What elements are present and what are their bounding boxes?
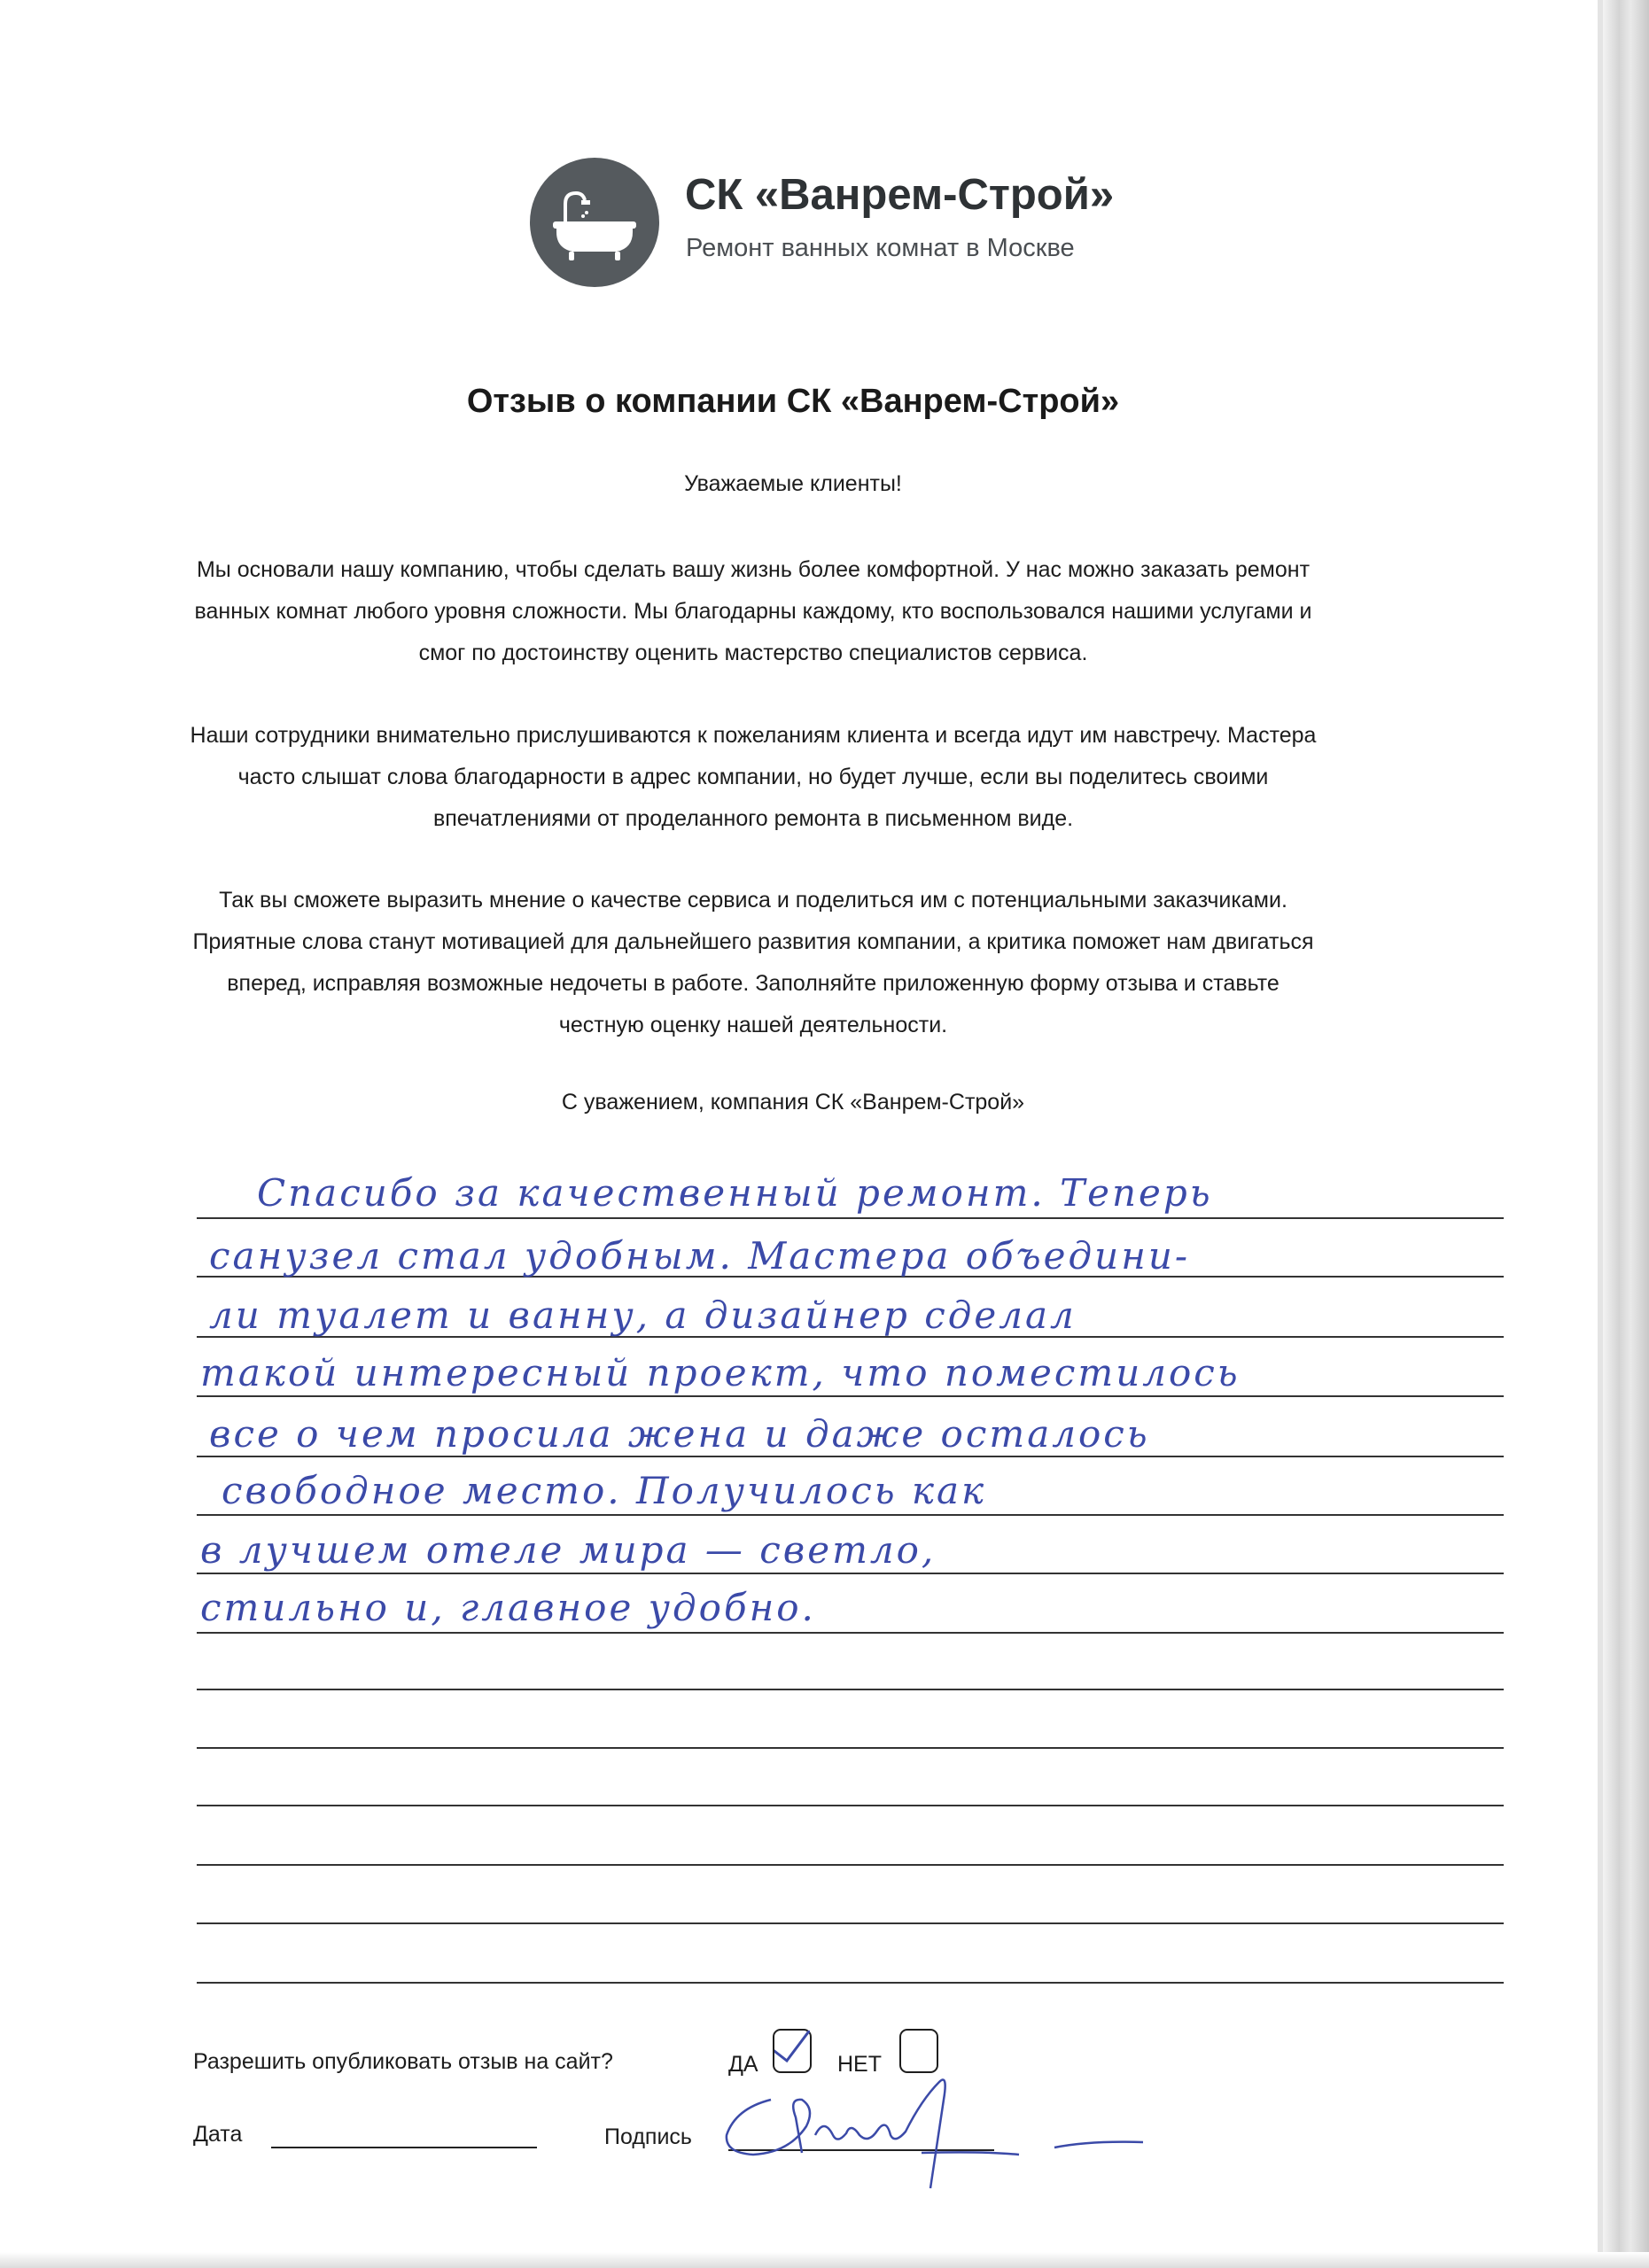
writing-line xyxy=(197,1336,1504,1338)
writing-line xyxy=(197,1747,1504,1749)
writing-line xyxy=(197,1632,1504,1634)
writing-line xyxy=(197,1276,1504,1278)
date-field[interactable] xyxy=(271,2147,537,2148)
writing-line xyxy=(197,1456,1504,1457)
review-line: все о чем просила жена и даже осталось xyxy=(209,1412,1150,1456)
intro-paragraph-3: Так вы сможете выразить мнение о качестве сервиса и поделиться им с потенциальными заказчиками. Приятные слова станут мотивацией для дальнейшего развития компании, а критика поможет нам двигаться вперед, исправляя возможные недочеты в работе. Заполняйте приложенную форму отзыва и ставьте честную оценку нашей деятельности. xyxy=(192,888,1314,1037)
writing-line xyxy=(197,1689,1504,1690)
review-line: в лучшем отеле мира — светло, xyxy=(200,1528,937,1572)
review-line: стильно и, главное удобно. xyxy=(200,1586,816,1629)
yes-label: ДА xyxy=(728,2052,758,2077)
review-line: Спасибо за качественный ремонт. Теперь xyxy=(257,1171,1213,1215)
writing-line xyxy=(197,1805,1504,1806)
writing-line xyxy=(197,1573,1504,1574)
review-line: ли туалет и ванну, а дизайнер сделал xyxy=(209,1293,1077,1337)
intro-paragraph-2: Наши сотрудники внимательно прислушиваются к пожеланиям клиента и всегда идут им навстречу. Мастера часто слышат слова благодарности в адрес компании, но будет лучше, если вы поделитесь своими впечатлениями от проделанного ремонта в письменном виде. xyxy=(190,723,1317,831)
page-title: Отзыв о компании СК «Ванрем-Строй» xyxy=(466,383,1120,420)
closing-line: С уважением, компания СК «Ванрем-Строй» xyxy=(561,1090,1025,1115)
date-label: Дата xyxy=(193,2122,243,2147)
writing-line xyxy=(197,1395,1504,1397)
review-line: свободное место. Получилось как xyxy=(222,1469,987,1512)
company-logo xyxy=(530,158,1168,291)
greeting: Уважаемые клиенты! xyxy=(684,471,902,496)
writing-line xyxy=(197,1514,1504,1516)
writing-line xyxy=(197,1864,1504,1866)
review-line: санузел стал удобным. Мастера объедини- xyxy=(209,1234,1191,1278)
company-tagline: Ремонт ванных комнат в Москве xyxy=(686,234,1075,262)
company-name: СК «Ванрем-Строй» xyxy=(685,171,1115,219)
writing-line xyxy=(197,1922,1504,1924)
writing-line xyxy=(197,1982,1504,1984)
scan-bottom-edge xyxy=(0,2252,1649,2268)
review-line: такой интересный проект, что поместилось xyxy=(200,1351,1241,1394)
bathtub-icon xyxy=(530,158,659,287)
scan-edge xyxy=(1603,0,1649,2268)
intro-paragraph-1: Мы основали нашу компанию, чтобы сделать вашу жизнь более комфортной. У нас можно заказать ремонт ванных комнат любого уровня сложности. Мы благодарны каждому, кто воспользовался нашими услугами и смог по достоинству оценить мастерство специалистов сервиса. xyxy=(194,557,1312,665)
logo-circle xyxy=(530,158,659,287)
signature-label: Подпись xyxy=(604,2124,692,2149)
publish-question: Разрешить опубликовать отзыв на сайт? xyxy=(193,2049,613,2074)
handwritten-signature xyxy=(718,2055,1161,2197)
writing-line xyxy=(197,1217,1504,1219)
no-label: НЕТ xyxy=(837,2052,882,2077)
